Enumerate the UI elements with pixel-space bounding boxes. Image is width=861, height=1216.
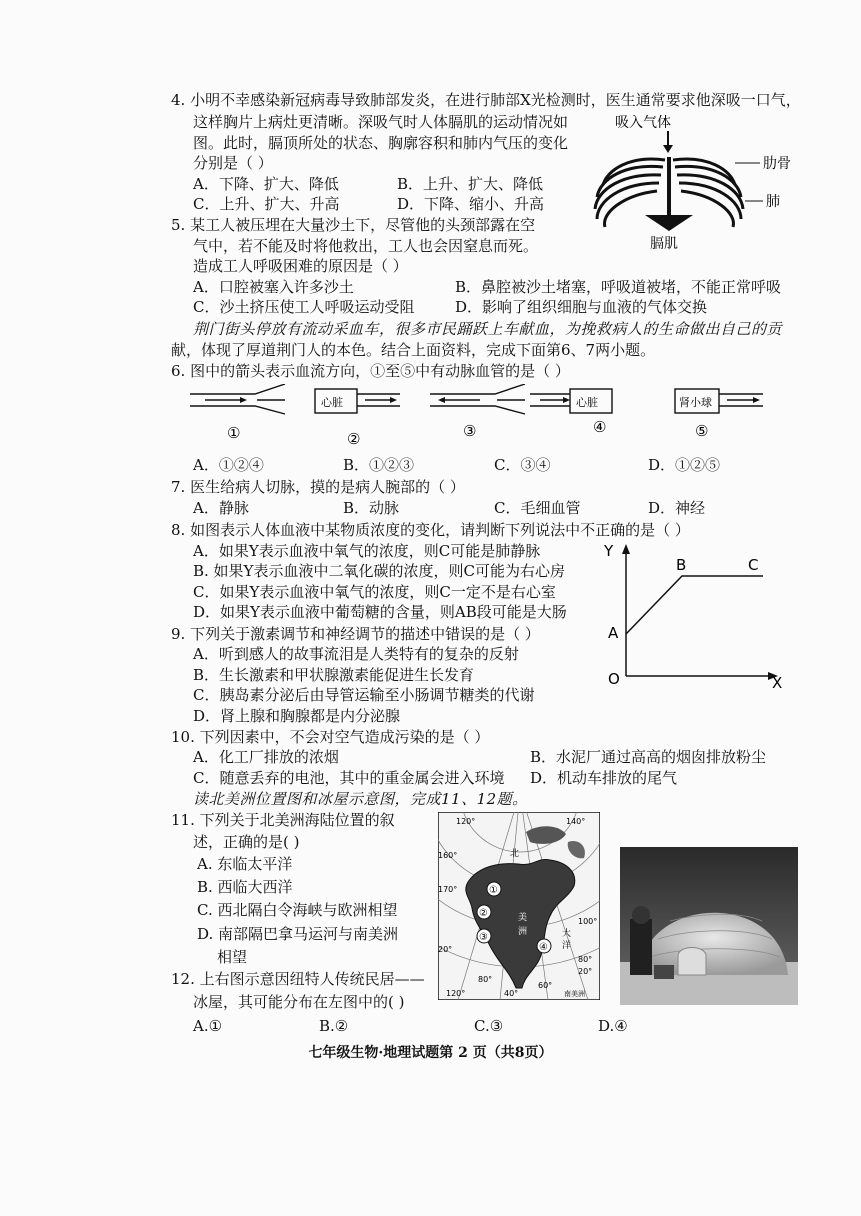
q6-option-c: C．③④ bbox=[494, 456, 551, 474]
map-lon-6: 80° bbox=[578, 955, 593, 964]
fig-label-lung: 肺 bbox=[766, 194, 780, 210]
q6-option-b: B．①②③ bbox=[343, 456, 415, 474]
map-lon-7: 60° bbox=[538, 981, 553, 990]
graph-label-x: X bbox=[772, 674, 783, 690]
map-lon-11: 80° bbox=[478, 975, 493, 984]
q6-option-a: A．①②④ bbox=[193, 456, 264, 474]
q10-stem: 10. 下列因素中，不会对空气造成污染的是（ ） bbox=[171, 728, 490, 746]
q12-option-b: B.② bbox=[319, 1017, 349, 1035]
q9-option-c: C．胰岛素分泌后由导管运输至小肠调节糖类的代谢 bbox=[193, 686, 535, 704]
box-heart-4: 心脏 bbox=[576, 396, 598, 409]
box-glomerulus: 肾小球 bbox=[679, 396, 712, 409]
q8-stem: 8. 如图表示人体血液中某物质浓度的变化，请判断下列说法中不正确的是（ ） bbox=[171, 521, 690, 539]
igloo-photo bbox=[620, 847, 798, 1005]
q11-option-b: B. 西临大西洋 bbox=[197, 878, 293, 896]
fig-label-3: ③ bbox=[463, 422, 477, 440]
box-heart-2: 心脏 bbox=[321, 396, 343, 409]
map-lon-8: 40° bbox=[504, 989, 519, 998]
q12-option-a: A.① bbox=[193, 1017, 223, 1035]
q11-option-a: A. 东临太平洋 bbox=[197, 855, 293, 873]
q7-option-b: B．动脉 bbox=[343, 499, 400, 517]
q4-stem-line4: 分别是（ ） bbox=[193, 154, 273, 172]
ribcage-diagram bbox=[585, 115, 800, 253]
fig-label-rib: 肋骨 bbox=[763, 156, 791, 172]
graph-label-b: B bbox=[676, 556, 687, 574]
q11-stem-line2: 述，正确的是( ) bbox=[193, 833, 300, 851]
graph-label-o: O bbox=[608, 670, 620, 688]
map-marker-4: ④ bbox=[539, 942, 548, 953]
q12-option-c: C.③ bbox=[474, 1017, 504, 1035]
q12-stem-line1: 12. 上右图示意因纽特人传统民居—— bbox=[171, 970, 425, 988]
map-region-2: 美 bbox=[518, 913, 528, 923]
q6-option-d: D．①②⑤ bbox=[648, 456, 721, 474]
q5-option-d: D．影响了组织细胞与血液的气体交换 bbox=[455, 298, 708, 316]
q4-option-d: D．下降、缩小、升高 bbox=[397, 195, 545, 213]
q4-stem-line3: 图。此时，膈顶所处的状态、胸廓容积和肺内气压的变化 bbox=[193, 134, 569, 152]
q7-stem: 7. 医生给病人切脉，摸的是病人腕部的（ ） bbox=[171, 478, 465, 496]
q11-option-d: D. 南部隔巴拿马运河与南美洲 bbox=[197, 925, 399, 943]
map-region-6: 南美洲 bbox=[564, 990, 585, 998]
map-marker-1: ① bbox=[489, 885, 498, 896]
q5-option-a: A．口腔被塞入许多沙土 bbox=[193, 278, 354, 296]
q4-stem-line1: 4. 小明不幸感染新冠病毒导致肺部发炎，在进行肺部X光检测时，医生通常要求他深吸一口气， bbox=[171, 91, 801, 109]
map-lon-1: 120° bbox=[456, 817, 476, 826]
q4-stem-line2: 这样胸片上病灶更清晰。深吸气时人体膈肌的运动情况如 bbox=[193, 113, 569, 131]
q5-stem-line1: 5. 某工人被压埋在大量沙土下，尽管他的头颈部露在空 bbox=[171, 216, 536, 234]
q10-option-a: A．化工厂排放的浓烟 bbox=[193, 748, 339, 766]
q10-option-d: D．机动车排放的尾气 bbox=[530, 769, 678, 787]
q7-option-d: D．神经 bbox=[648, 499, 706, 517]
map-lon-4: 140° bbox=[566, 817, 586, 826]
q11-stem-line1: 11. 下列关于北美洲海陆位置的叙 bbox=[171, 811, 395, 829]
q10-option-b: B．水泥厂通过高高的烟囱排放粉尘 bbox=[530, 748, 767, 766]
q8-option-d: D．如果Y表示血液中葡萄糖的含量，则AB段可能是大肠 bbox=[193, 603, 567, 621]
map-lon-9: 20° bbox=[578, 967, 593, 976]
graph-label-y: Y bbox=[604, 542, 614, 560]
fig-label-4: ④ bbox=[593, 418, 607, 436]
graph-label-a: A bbox=[608, 624, 619, 642]
blood-vessel-figure bbox=[185, 384, 765, 448]
q5-stem-line3: 造成工人呼吸困难的原因是（ ） bbox=[193, 257, 408, 275]
fig-label-diaphragm: 膈肌 bbox=[650, 236, 678, 252]
map-lon-3: 170° bbox=[438, 885, 458, 894]
q9-option-d: D．肾上腺和胸腺都是内分泌腺 bbox=[193, 707, 401, 725]
q4-option-b: B．上升、扩大、降低 bbox=[397, 175, 544, 193]
page-footer: 七年级生物·地理试题第 2 页（共8页） bbox=[308, 1045, 553, 1061]
map-region-3: 洲 bbox=[518, 927, 528, 937]
q6-stem: 6. 图中的箭头表示血流方向，①至⑤中有动脉血管的是（ ） bbox=[171, 362, 570, 380]
q9-option-b: B．生长激素和甲状腺激素能促进生长发育 bbox=[193, 666, 475, 684]
q8-option-b: B. 如果Y表示血液中二氧化碳的浓度，则C可能为右心房 bbox=[193, 562, 565, 580]
q7-option-a: A．静脉 bbox=[193, 499, 249, 517]
q11-option-d-cont: 相望 bbox=[217, 948, 248, 966]
q5-option-b: B．鼻腔被沙土堵塞，呼吸道被堵，不能正常呼吸 bbox=[455, 278, 782, 296]
q5-option-c: C．沙土挤压使工人呼吸运动受阻 bbox=[193, 298, 415, 316]
fig-label-1: ① bbox=[227, 424, 241, 442]
map-lon-12: 120° bbox=[446, 989, 466, 998]
fig-label-2: ② bbox=[347, 430, 361, 448]
map-lon-10: 20° bbox=[438, 945, 453, 954]
map-region-5: 洋 bbox=[562, 941, 572, 951]
q8-option-c: C．如果Y表示血液中氧气的浓度，则C一定不是右心室 bbox=[193, 583, 556, 601]
intro-11-12: 读北美洲位置图和冰屋示意图，完成11、12题。 bbox=[193, 790, 528, 808]
q12-option-d: D.④ bbox=[598, 1017, 628, 1035]
intro-6-7-line2: 献，体现了厚道荆门人的本色。结合上面资料，完成下面第6、7两小题。 bbox=[171, 341, 656, 359]
q7-option-c: C．毛细血管 bbox=[494, 499, 581, 517]
north-america-map bbox=[438, 812, 600, 1000]
graph-label-c: C bbox=[748, 556, 759, 574]
map-region-4: 大 bbox=[562, 929, 572, 939]
q4-option-c: C．上升、扩大、升高 bbox=[193, 195, 340, 213]
q9-option-a: A．听到感人的故事流泪是人类特有的复杂的反射 bbox=[193, 645, 519, 663]
map-lon-5: 100° bbox=[578, 917, 598, 926]
q9-stem: 9. 下列关于激素调节和神经调节的描述中错误的是（ ） bbox=[171, 625, 540, 643]
q5-stem-line2: 气中，若不能及时将他救出，工人也会因窒息而死。 bbox=[193, 237, 539, 255]
q11-option-c: C. 西北隔白令海峡与欧洲相望 bbox=[197, 901, 398, 919]
map-lon-2: 160° bbox=[438, 851, 458, 860]
q8-option-a: A．如果Y表示血液中氧气的浓度，则C可能是肺静脉 bbox=[193, 542, 541, 560]
q12-stem-line2: 冰屋，其可能分布在左图中的( ) bbox=[193, 993, 405, 1011]
concentration-graph bbox=[598, 540, 788, 690]
q4-option-a: A．下降、扩大、降低 bbox=[193, 175, 339, 193]
map-marker-2: ② bbox=[479, 908, 488, 919]
q10-option-c: C．随意丢弃的电池，其中的重金属会进入环境 bbox=[193, 769, 505, 787]
map-region-1: 北 bbox=[510, 849, 520, 859]
fig-label-inhale: 吸入气体 bbox=[615, 115, 671, 131]
fig-label-5: ⑤ bbox=[695, 422, 709, 440]
intro-6-7-line1: 荆门街头停放有流动采血车，很多市民踊跃上车献血，为挽救病人的生命做出自己的贡 bbox=[193, 320, 783, 338]
map-marker-3: ③ bbox=[479, 932, 488, 943]
